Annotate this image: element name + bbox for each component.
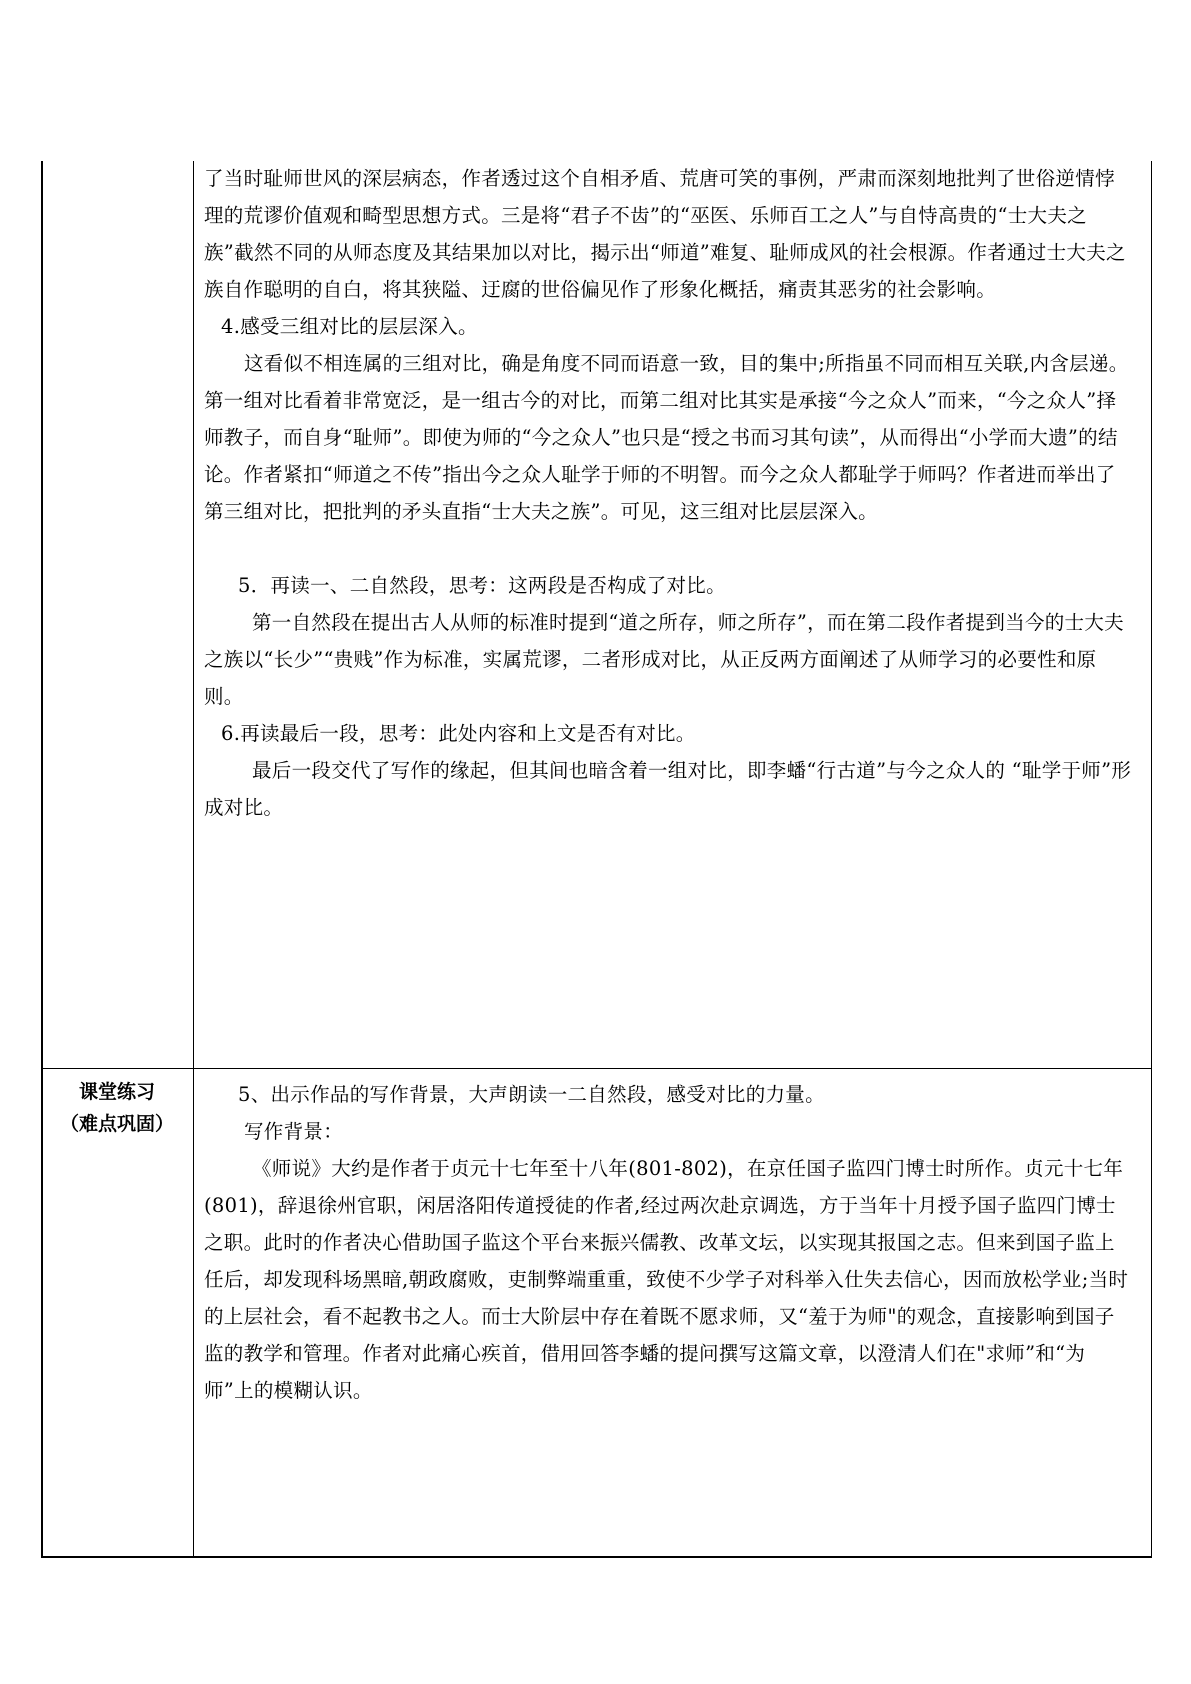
- row1-content: [204, 160, 1134, 826]
- answer-5: 第一自然段在提出古人从师的标准时提到“道之所存，师之所存”，而在第二段作者提到当今的士大夫之族以“长少”“贵贱”作为标准，实属荒谬，二者形成对比，从正反两方面阐述了从师学习的必要性和原则。: [204, 611, 1124, 708]
- question-4: 4.感受三组对比的层层深入。: [221, 315, 478, 338]
- table-border-bottom: [41, 1556, 1152, 1558]
- blank-line: [204, 530, 1134, 567]
- answer-6: 最后一段交代了写作的缘起，但其间也暗含着一组对比，即李蟠“行古道”与今之众人的 “耻学于师”形成对比。: [204, 759, 1132, 819]
- table-border-left: [41, 161, 43, 1557]
- question-6: 6.再读最后一段，思考：此处内容和上文是否有对比。: [221, 722, 696, 745]
- column-divider: [193, 161, 194, 1557]
- paragraph-analysis: 了当时耻师世风的深层病态，作者透过这个自相矛盾、荒唐可笑的事例，严肃而深刻地批判了世俗逆情悖理的荒谬价值观和畸型思想方式。三是将“君子不齿”的“巫医、乐师百工之人”与自恃高贵的“士大夫之族”截然不同的从师态度及其结果加以对比，揭示出“师道”难复、耻师成风的社会根源。作者通过士大夫之族自作聪明的自白，将其狭隘、迂腐的世俗偏见作了形象化概括，痛责其恶劣的社会影响。: [204, 167, 1126, 301]
- label-difficulty-review: （难点巩固）: [59, 1113, 174, 1135]
- background-text: 《师说》大约是作者于贞元十七年至十八年(801-802)，在京任国子监四门博士时所作。贞元十七年(801)，辞退徐州官职，闲居洛阳传道授徒的作者,经过两次赴京调选，方于当年十月授予国子监四门博士之职。此时的作者决心借助国子监这个平台来振兴儒教、改革文坛，以实现其报国之志。但来到国子监上任后，却发现科场黑暗,朝政腐败，吏制弊端重重，致使不少学子对科举入仕失去信心，因而放松学业;当时的上层社会，看不起教书之人。而士大阶层中存在着既不愿求师，又“羞于为师"的观念，直接影响到国子监的教学和管理。作者对此痛心疾首，借用回答李蟠的提问撰写这篇文章，以澄清人们在"求师”和“为师”上的模糊认识。: [204, 1157, 1129, 1402]
- question-5: 5．再读一、二自然段，思考：这两段是否构成了对比。: [238, 574, 726, 597]
- row2-label: [42, 1076, 192, 1140]
- row2-content: [204, 1076, 1134, 1409]
- answer-4: 这看似不相连属的三组对比，确是角度不同而语意一致，目的集中;所指虽不同而相互关联,内含层递。第一组对比看着非常宽泛，是一组古今的对比，而第二组对比其实是承接“今之众人”而来，“今之众人”择师教子，而自身“耻师”。即使为师的“今之众人”也只是“授之书而习其句读”，从而得出“小学而大遗”的结论。作者紧扣“师道之不传”指出今之众人耻学于师的不明智。而今之众人都耻学于师吗？作者进而举出了第三组对比，把批判的矛头直指“士大夫之族”。可见，这三组对比层层深入。: [204, 352, 1129, 523]
- background-heading: 写作背景：: [244, 1120, 344, 1143]
- task-5: 5、出示作品的写作背景，大声朗读一二自然段，感受对比的力量。: [238, 1083, 825, 1106]
- label-practice: 课堂练习: [78, 1081, 155, 1103]
- table-border-right: [1151, 161, 1152, 1557]
- row-divider: [41, 1068, 1152, 1069]
